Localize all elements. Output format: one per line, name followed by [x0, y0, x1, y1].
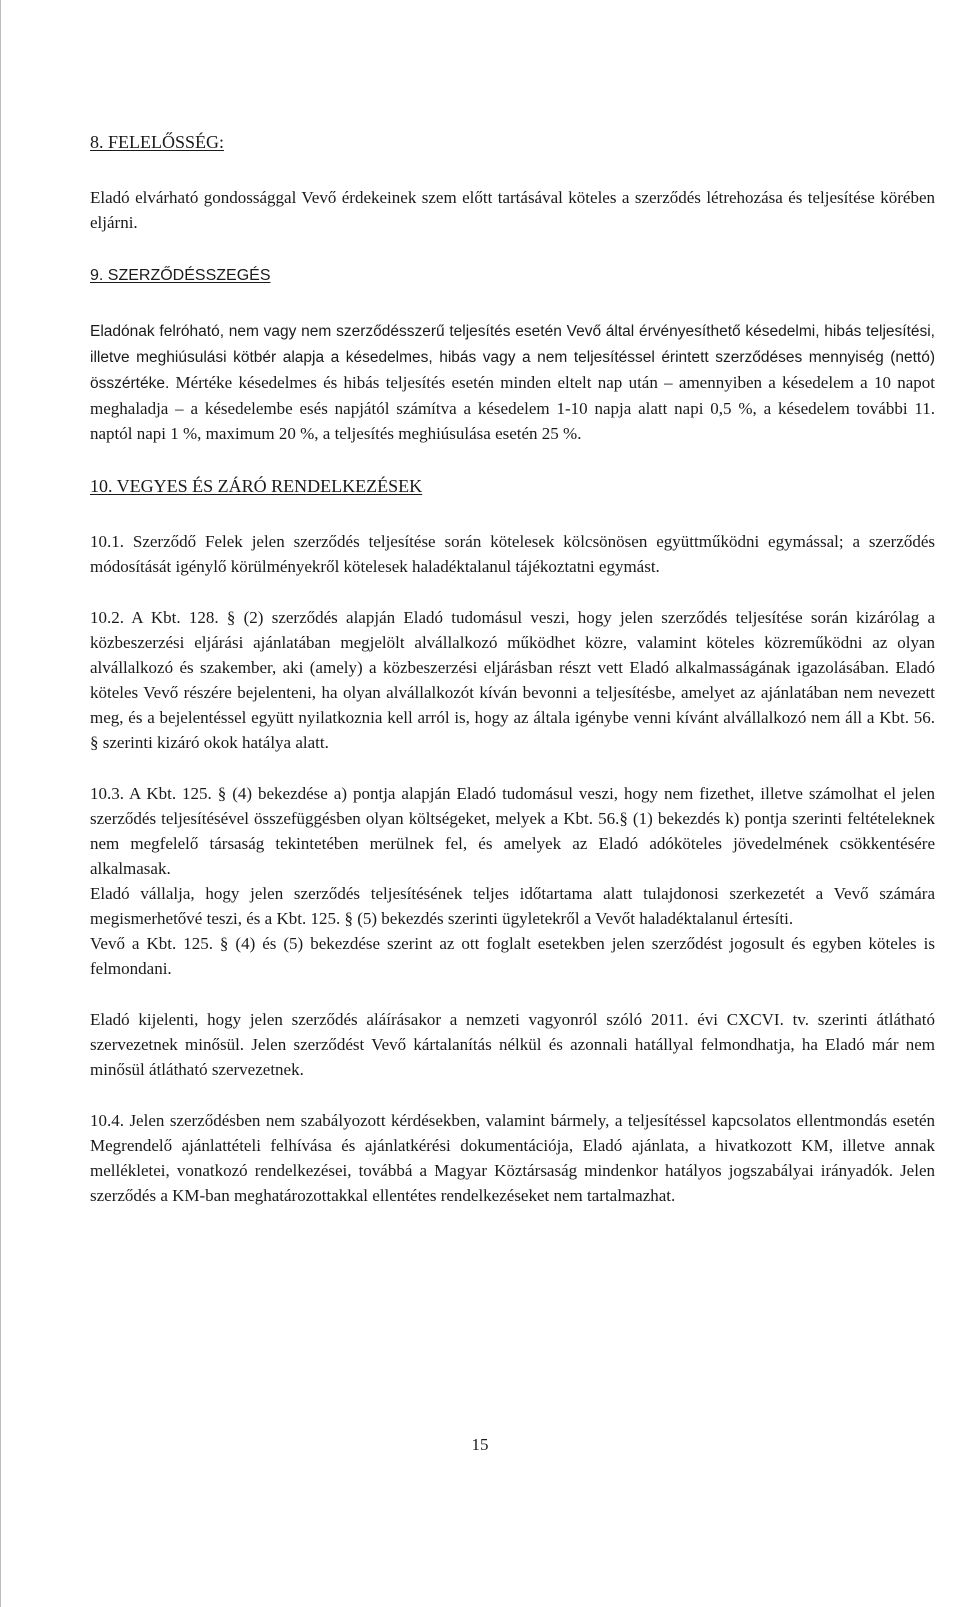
section-8-title-rest: ELELŐSSÉG	[118, 132, 220, 152]
document-body	[90, 130, 935, 1208]
paragraph-10-3-a: 10.3. A Kbt. 125. § (4) bekezdése a) pontja alapján Eladó tudomásul veszi, hogy nem fizethet, illetve számolhat el jelen szerződés teljesítésével összefüggésben olyan költségeket, melyek a Kbt. 56.§ (1) bekezdés k) pontja szerinti feltételeknek nem megfelelő társaság tekintetében merülnek fel, és amelyek az Eladó adóköteles jövedelmének csökkentésére alkalmasak.	[90, 784, 935, 878]
paragraph-10-3-c: Vevő a Kbt. 125. § (4) és (5) bekezdése szerint az ott foglalt esetekben jelen szerződést jogosult és egyben köteles is felmondani.	[90, 934, 935, 978]
section-9-paragraph-part2: Mértéke késedelmes és hibás teljesítés esetén minden eltelt nap után – amennyiben a késedelem a 10 napot meghaladja – a késedelembe esés napjától számítva a késedelem 1-10 napja alatt napi 0,5 %, a késedelem további 11. naptól napi 1 %, maximum 20 %, a teljesítés meghiúsulása esetén 25 %.	[90, 373, 935, 443]
section-8-paragraph: Eladó elvárható gondossággal Vevő érdekeinek szem előtt tartásával köteles a szerződés létrehozása és teljesítése körében eljárni.	[90, 188, 935, 232]
section-9-heading: 9. SZERZŐDÉSSZEGÉS	[90, 267, 271, 284]
paragraph-10-1: 10.1. Szerződő Felek jelen szerződés teljesítése során kötelesek kölcsönösen együttműködni egymással; a szerződés módosítását igénylő körülményekről kötelesek haladéktalanul tájékoztatni egymást.	[90, 532, 935, 576]
paragraph-10-2: 10.2. A Kbt. 128. § (2) szerződés alapján Eladó tudomásul veszi, hogy jelen szerződés teljesítése során kizárólag a közbeszerzési eljárási ajánlatában megjelölt alvállalkozó működhet közre, valamint köteles közreműködni az olyan alvállalkozó és szakember, aki (amely) a közbeszerzési eljárásban részt vett Eladó alkalmasságának igazolásában. Eladó köteles Vevő részére bejelenteni, ha olyan alvállalkozót kíván bevonni a teljesítésbe, amelyet az ajánlatában nem nevezett meg, és a bejelentéssel együtt nyilatkoznia kell arról is, hogy az általa igénybe venni kívánt alvállalkozó nem áll a Kbt. 56. § szerinti kizáró okok hatálya alatt.	[90, 608, 935, 752]
section-9-paragraph	[90, 318, 935, 446]
paragraph-transparent-organization: Eladó kijelenti, hogy jelen szerződés aláírásakor a nemzeti vagyonról szóló 2011. évi CXCVI. tv. szerinti átlátható szervezetnek minősül. Jelen szerződést Vevő kártalanítás nélkül és azonnali hatállyal felmondhatja, ha Eladó már nem minősül átlátható szervezetnek.	[90, 1010, 935, 1079]
section-8-number: 8.	[90, 132, 108, 152]
section-10-heading: 10. VEGYES ÉS ZÁRÓ RENDELKEZÉSEK	[90, 476, 423, 496]
section-8-heading	[90, 130, 935, 155]
page-left-border	[0, 0, 1, 1607]
section-8-title-colon: :	[219, 132, 225, 152]
paragraph-10-4: 10.4. Jelen szerződésben nem szabályozott kérdésekben, valamint bármely, a teljesítéssel kapcsolatos ellentmondás esetén Megrendelő ajánlattételi felhívása és ajánlatkérési dokumentációja, Eladó ajánlata, a hivatkozott KM, illetve annak mellékletei, vonatkozó rendelkezései, továbbá a Magyar Köztársaság mindenkor hatályos jogszabályai irányadók. Jelen szerződés a KM-ban meghatározottakkal ellentétes rendelkezéseket nem tartalmazhat.	[90, 1111, 935, 1205]
section-9-paragraph-part1: Eladónak felróható, nem vagy nem szerződésszerű teljesítés esetén Vevő által érvényesíthető késedelmi, hibás teljesítési, illetve meghiúsulási kötbér alapja a késedelmes, hibás vagy a nem teljesítéssel érintett szerződéses mennyiség (nettó) összértéke.	[90, 323, 935, 392]
section-8-title-initial: F	[108, 132, 119, 152]
page-number: 15	[471, 1435, 489, 1454]
paragraph-10-3-b: Eladó vállalja, hogy jelen szerződés teljesítésének teljes időtartama alatt tulajdonosi szerkezetét a Vevő számára megismerhetővé teszi, és a Kbt. 125. § (5) bekezdés szerinti ügyletekről a Vevőt haladéktalanul értesíti.	[90, 884, 935, 928]
